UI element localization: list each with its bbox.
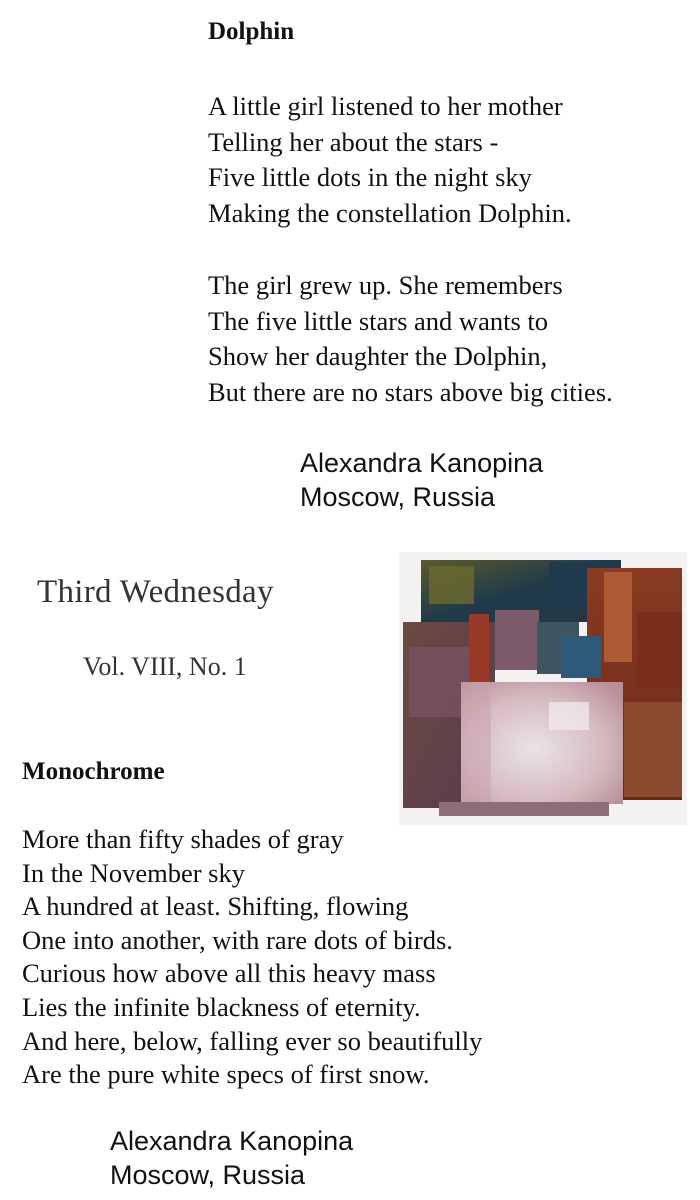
poem-title-dolphin: Dolphin — [208, 18, 295, 45]
poem-line: Five little dots in the night sky — [208, 162, 532, 192]
poem-line: Lies the infinite blackness of eternity. — [22, 991, 421, 1022]
poem-line: One into another, with rare dots of birds. — [22, 924, 453, 955]
poem-line: In the November sky — [22, 857, 245, 888]
poem-line: Telling her about the stars - — [208, 126, 499, 157]
poem-line: Making the constellation Dolphin. — [208, 197, 572, 228]
poem-line: A hundred at least. Shifting, flowing — [22, 891, 409, 922]
author-name: Alexandra Kanopina — [110, 1126, 354, 1156]
poem-line: Are the pure white specs of first snow. — [22, 1059, 430, 1090]
poem-stanza-1 — [208, 89, 572, 231]
author-location: Moscow, Russia — [110, 1160, 306, 1190]
poem-line: But there are no stars above big cities. — [208, 376, 613, 407]
artwork-image — [399, 552, 687, 825]
magazine-title: Third Wednesday — [37, 574, 274, 610]
poem-line: Show her daughter the Dolphin, — [208, 341, 548, 371]
poem-attribution — [110, 1124, 353, 1192]
poem-line: The girl grew up. She remembers — [208, 270, 563, 300]
poem-line: Curious how above all this heavy mass — [22, 958, 436, 989]
poem-stanza-2 — [208, 268, 613, 410]
author-location: Moscow, Russia — [300, 482, 496, 512]
poem-line: More than fifty shades of gray — [22, 824, 344, 854]
poem-line: And here, below, falling ever so beautifully — [22, 1025, 483, 1056]
poem-attribution — [300, 446, 543, 514]
poem-line: A little girl listened to her mother — [208, 91, 563, 121]
poem-line: The five little stars and wants to — [208, 305, 548, 336]
author-name: Alexandra Kanopina — [300, 448, 544, 478]
poem-body — [22, 823, 482, 1092]
magazine-issue: Vol. VIII, No. 1 — [83, 652, 247, 681]
poem-title-monochrome: Monochrome — [22, 758, 165, 785]
